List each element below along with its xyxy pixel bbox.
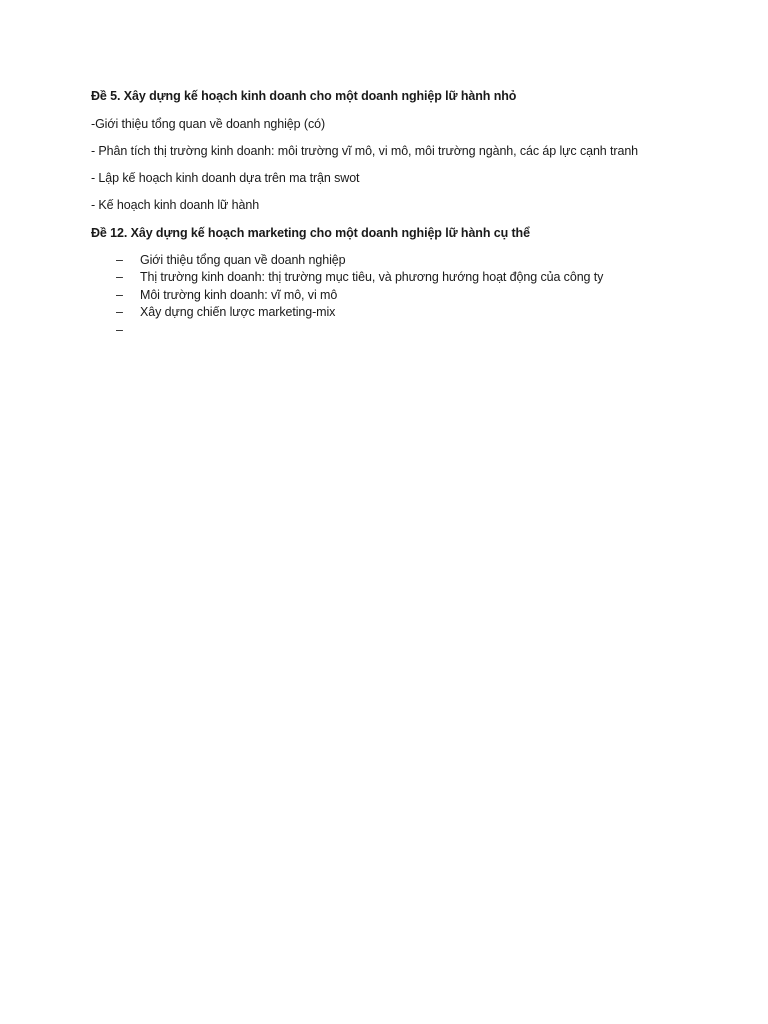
- bullet-dash: –: [116, 305, 123, 319]
- section12-heading: Đề 12. Xây dựng kế hoạch marketing cho một doanh nghiệp lữ hành cụ thể: [91, 226, 530, 240]
- section12-item-strategy: Xây dựng chiến lược marketing-mix: [140, 305, 336, 319]
- bullet-dash: –: [116, 323, 123, 337]
- section12-item-market: Thị trường kinh doanh: thị trường mục tiêu, và phương hướng hoạt động của công ty: [140, 270, 604, 284]
- section12-list-item: [116, 269, 603, 285]
- section12-list-item: [116, 322, 140, 338]
- bullet-dash: –: [116, 253, 123, 267]
- section12-item-intro: Giới thiệu tổng quan về doanh nghiệp: [140, 253, 346, 267]
- section12-list-item: [116, 304, 335, 320]
- section12-list-item: [116, 287, 337, 303]
- section5-item-swot-plan: - Lập kế hoạch kinh doanh dựa trên ma trận swot: [91, 171, 360, 185]
- section5-heading: Đề 5. Xây dựng kế hoạch kinh doanh cho một doanh nghiệp lữ hành nhỏ: [91, 89, 517, 103]
- section5-item-travel-plan: - Kế hoạch kinh doanh lữ hành: [91, 198, 260, 212]
- section12-list-item: [116, 252, 345, 268]
- bullet-dash: –: [116, 270, 123, 284]
- section5-item-market-analysis: - Phân tích thị trường kinh doanh: môi trường vĩ mô, vi mô, môi trường ngành, các áp lực cạnh tranh: [91, 144, 639, 158]
- bullet-dash: –: [116, 288, 123, 302]
- section5-item-intro: -Giới thiệu tổng quan về doanh nghiệp (có): [91, 117, 326, 131]
- section12-item-environment: Môi trường kinh doanh: vĩ mô, vi mô: [140, 288, 338, 302]
